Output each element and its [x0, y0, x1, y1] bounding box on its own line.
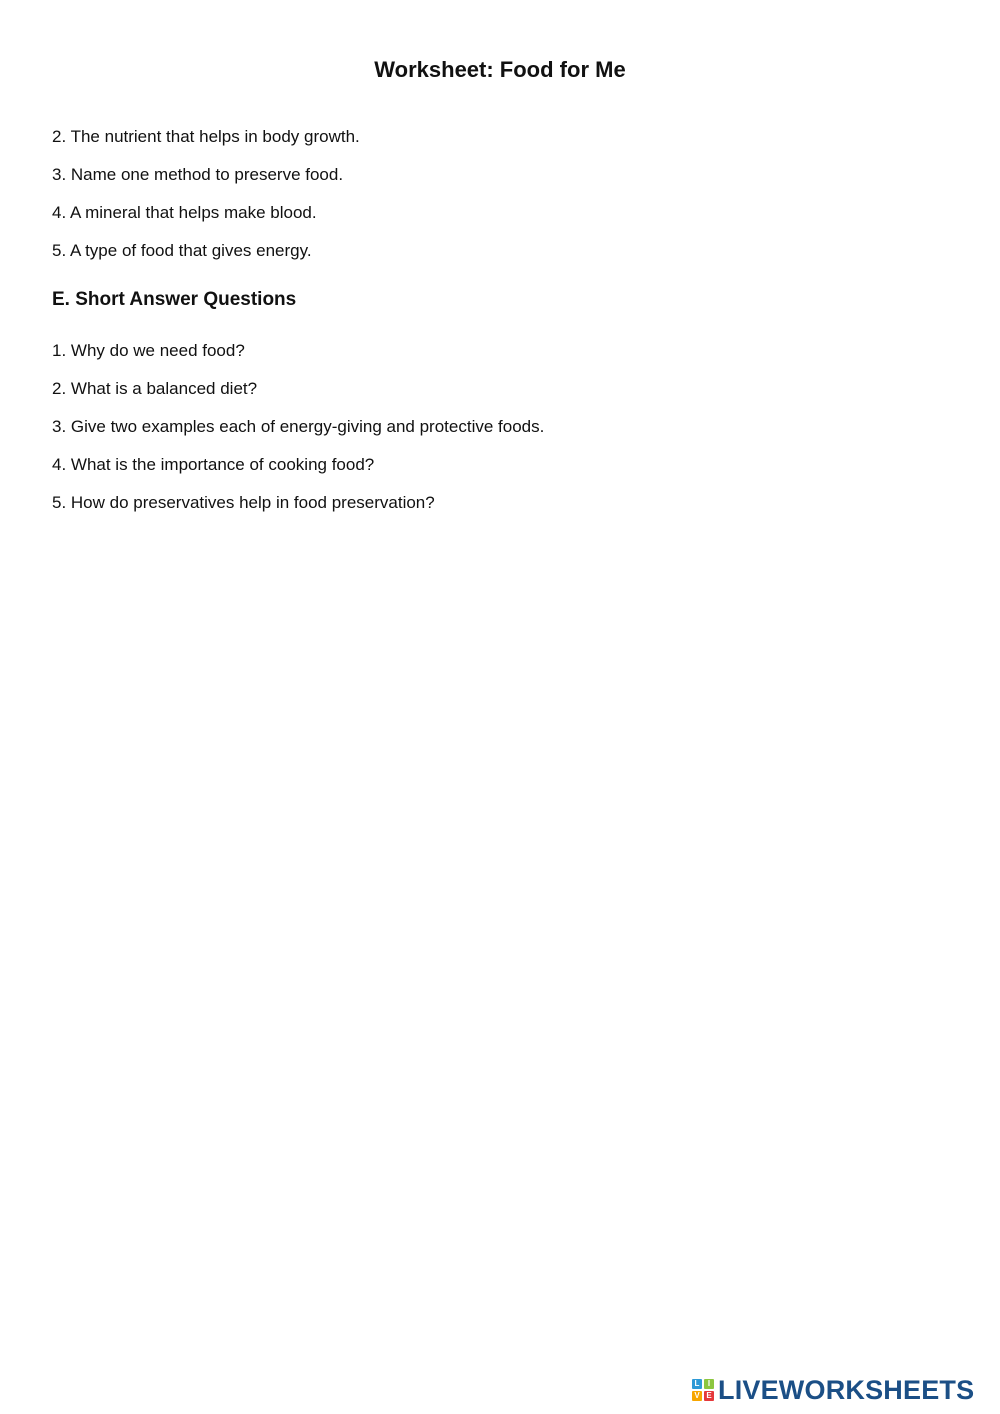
question-item: 3. Give two examples each of energy-giving and protective foods. — [52, 417, 545, 436]
list-item: 3. Name one method to preserve food. — [52, 165, 344, 184]
question-item: 2. What is a balanced diet? — [52, 379, 258, 398]
list-item: 2. The nutrient that helps in body growth. — [52, 127, 360, 146]
logo-grid-cell: L — [692, 1379, 702, 1389]
logo-text: LIVEWORKSHEETS — [718, 1375, 975, 1405]
page-title: Worksheet: Food for Me — [374, 57, 626, 82]
logo-grid-cell: V — [692, 1391, 702, 1401]
question-item: 4. What is the importance of cooking food? — [52, 455, 375, 474]
short-answer-list — [52, 341, 544, 531]
list-item: 5. A type of food that gives energy. — [52, 241, 312, 260]
question-item: 5. How do preservatives help in food preservation? — [52, 493, 435, 512]
logo-grid-cell: E — [704, 1391, 714, 1401]
logo-grid-cell: I — [704, 1379, 714, 1389]
section-heading: E. Short Answer Questions — [52, 289, 297, 310]
fill-in-list — [52, 127, 360, 279]
question-item: 1. Why do we need food? — [52, 341, 245, 360]
liveworksheets-logo — [692, 1374, 974, 1406]
list-item: 4. A mineral that helps make blood. — [52, 203, 317, 222]
logo-grid-icon — [692, 1379, 714, 1401]
